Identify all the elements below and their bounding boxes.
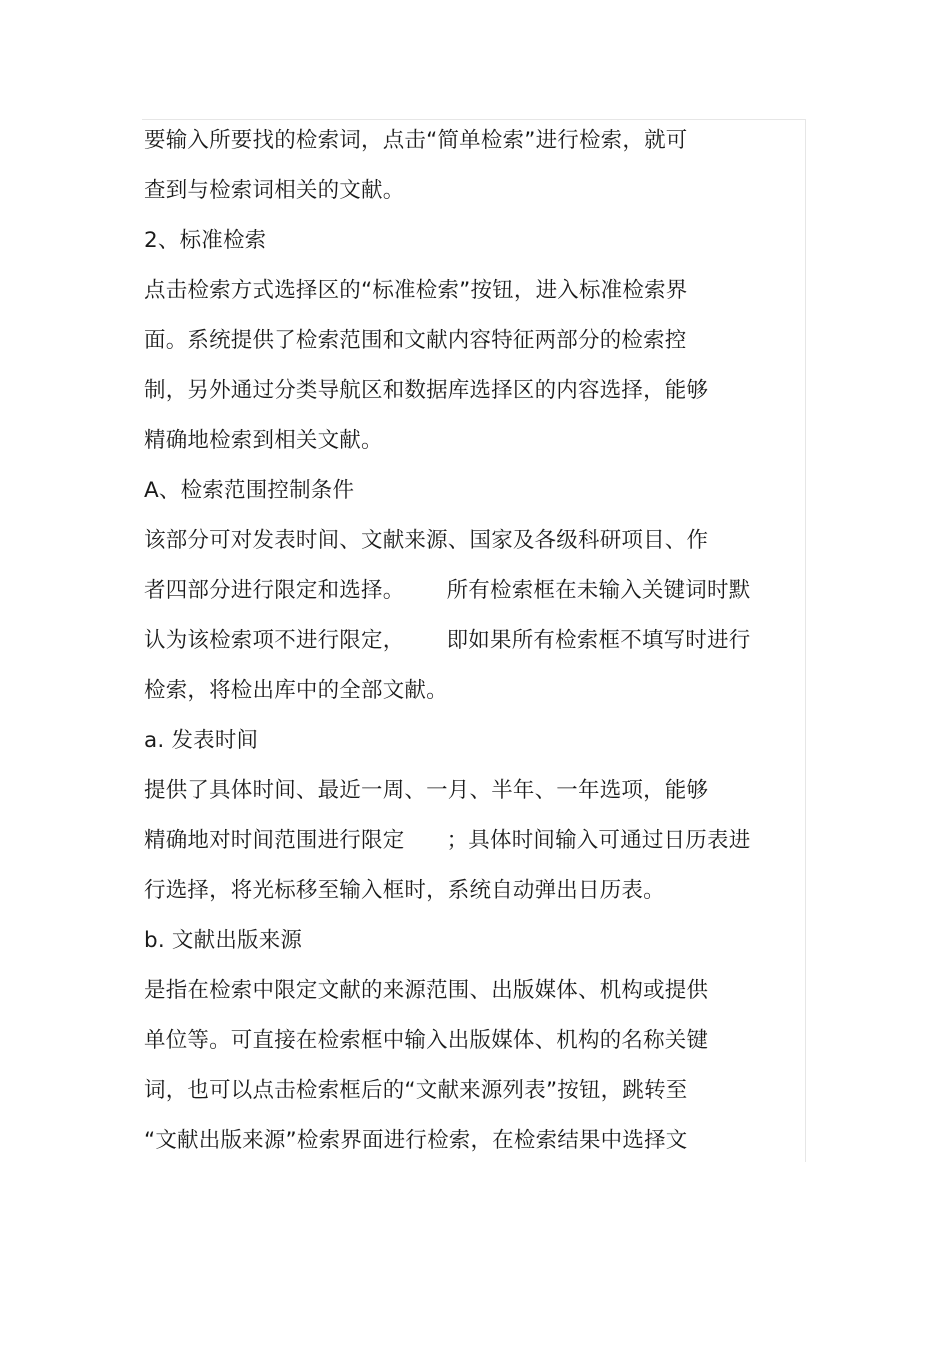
- text-line: 提供了具体时间、最近一周、一月、半年、一年选项，能够: [144, 778, 709, 803]
- text-line: 词，也可以点击检索框后的“文献来源列表”按钮，跳转至: [144, 1078, 688, 1103]
- subsection-heading: A、检索范围控制条件: [144, 478, 355, 503]
- text-line: 要输入所要找的检索词，点击“简单检索”进行检索，就可: [144, 128, 688, 153]
- text-line: “文献出版来源”检索界面进行检索，在检索结果中选择文: [144, 1128, 688, 1153]
- item-heading: a. 发表时间: [144, 728, 259, 753]
- text-line: 认为该检索项不进行限定， 即如果所有检索框不填写时进行: [144, 628, 751, 653]
- text-line: 该部分可对发表时间、文献来源、国家及各级科研项目、作: [144, 528, 709, 553]
- text-line: 是指在检索中限定文献的来源范围、出版媒体、机构或提供: [144, 978, 709, 1003]
- document-body: [144, 116, 784, 1166]
- text-line: 者四部分进行限定和选择。 所有检索框在未输入关键词时默: [144, 578, 751, 603]
- text-line: 精确地检索到相关文献。: [144, 428, 383, 453]
- text-line: 面。系统提供了检索范围和文献内容特征两部分的检索控: [144, 328, 687, 353]
- text-line: 点击检索方式选择区的“标准检索”按钮，进入标准检索界: [144, 278, 688, 303]
- text-line: 单位等。可直接在检索框中输入出版媒体、机构的名称关键: [144, 1028, 709, 1053]
- text-line: 制，另外通过分类导航区和数据库选择区的内容选择，能够: [144, 378, 709, 403]
- text-line: 行选择，将光标移至输入框时，系统自动弹出日历表。: [144, 878, 665, 903]
- text-line: 精确地对时间范围进行限定 ；具体时间输入可通过日历表进: [144, 828, 751, 853]
- item-heading: b. 文献出版来源: [144, 928, 303, 953]
- text-line: 检索，将检出库中的全部文献。: [144, 678, 448, 703]
- text-line: 查到与检索词相关的文献。: [144, 178, 405, 203]
- section-heading: 2、标准检索: [144, 228, 267, 253]
